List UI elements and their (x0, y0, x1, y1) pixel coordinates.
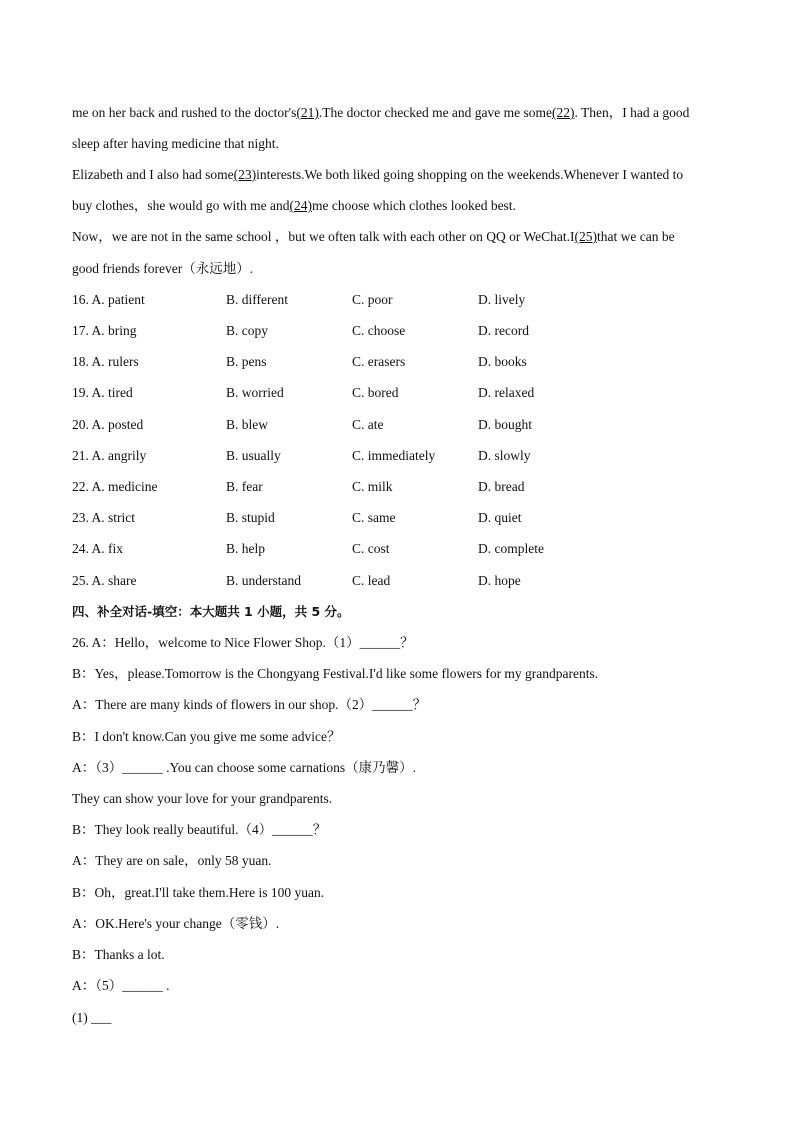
dialogue-line: A：OK.Here's your change（零钱）. (72, 916, 280, 931)
blank-21: (21) (296, 105, 319, 120)
passage-text: me choose which clothes looked best. (311, 198, 516, 213)
blank-22: (22) (552, 105, 575, 120)
dialogue-line: A：They are on sale，only 58 yuan. (72, 853, 272, 868)
dialogue-line: A：（5）______ . (72, 978, 170, 993)
passage-line-5 (72, 228, 675, 246)
option-b: B. different (226, 292, 288, 307)
dialogue-line: B：I don't know.Can you give me some advice？ (72, 729, 341, 744)
dialogue-line: B：Thanks a lot. (72, 947, 165, 962)
option-b: B. understand (226, 573, 301, 588)
option-a: 22. A. medicine (72, 479, 158, 494)
option-b: B. copy (226, 323, 268, 338)
option-d: D. record (478, 323, 529, 338)
option-c: C. erasers (352, 354, 406, 369)
option-a: 21. A. angrily (72, 448, 147, 463)
option-d: D. slowly (478, 448, 531, 463)
dialogue-line: A：There are many kinds of flowers in our shop.（2）______？ (72, 697, 427, 712)
option-b: B. stupid (226, 510, 275, 525)
option-b: B. worried (226, 385, 284, 400)
passage-line-2: sleep after having medicine that night. (72, 136, 279, 151)
dialogue-line: B：Oh，great.I'll take them.Here is 100 yuan. (72, 885, 325, 900)
dialogue-line: B：They look really beautiful.（4）______？ (72, 822, 327, 837)
option-a: 16. A. patient (72, 292, 145, 307)
option-b: B. blew (226, 417, 268, 432)
blank-24: (24) (289, 198, 312, 213)
passage-text: Elizabeth and I also had some (72, 167, 234, 182)
option-c: C. lead (352, 573, 391, 588)
option-b: B. fear (226, 479, 263, 494)
dialogue-line: They can show your love for your grandparents. (72, 791, 333, 806)
section-heading: 四、补全对话-填空：本大题共 1 小题，共 5 分。 (72, 604, 350, 619)
option-c: C. poor (352, 292, 393, 307)
option-c: C. choose (352, 323, 406, 338)
passage-text: .The doctor checked me and gave me some (318, 105, 553, 120)
option-c: C. ate (352, 417, 384, 432)
option-c: C. same (352, 510, 396, 525)
option-c: C. milk (352, 479, 393, 494)
blank-25: (25) (574, 229, 598, 244)
option-d: D. bread (478, 479, 525, 494)
option-a: 20. A. posted (72, 417, 144, 432)
option-c: C. cost (352, 541, 390, 556)
dialogue-line: B：Yes，please.Tomorrow is the Chongyang Festival.I'd like some flowers for my grandparents. (72, 666, 599, 681)
passage-line-6: good friends forever（永远地）. (72, 261, 254, 276)
option-d: D. lively (478, 292, 526, 307)
passage-text: interests.We both liked going shopping on the weekends.Whenever I wanted to (256, 167, 684, 182)
option-b: B. pens (226, 354, 267, 369)
passage-text: Now，we are not in the same school ，but we often talk with each other on QQ or WeChat.I (72, 229, 575, 244)
option-d: D. bought (478, 417, 532, 432)
dialogue-line: 26. A：Hello，welcome to Nice Flower Shop.（1）______？ (72, 635, 414, 650)
option-d: D. books (478, 354, 527, 369)
dialogue-line: A：（3）______ .You can choose some carnations（康乃馨）. (72, 760, 416, 775)
option-c: C. immediately (352, 448, 436, 463)
passage-text: me on her back and rushed to the doctor's (72, 105, 297, 120)
passage-line-4 (72, 197, 516, 215)
option-b: B. usually (226, 448, 281, 463)
option-b: B. help (226, 541, 265, 556)
answer-line: (1) ___ (72, 1010, 112, 1025)
option-a: 23. A. strict (72, 510, 135, 525)
passage-text: . Then，I had a good (574, 105, 690, 120)
option-a: 19. A. tired (72, 385, 133, 400)
option-a: 18. A. rulers (72, 354, 139, 369)
option-a: 24. A. fix (72, 541, 124, 556)
passage-text: buy clothes，she would go with me and (72, 198, 290, 213)
option-c: C. bored (352, 385, 399, 400)
passage-text: that we can be (597, 229, 675, 244)
option-d: D. relaxed (478, 385, 535, 400)
option-d: D. quiet (478, 510, 522, 525)
option-a: 25. A. share (72, 573, 137, 588)
option-a: 17. A. bring (72, 323, 137, 338)
passage-line-1 (72, 104, 689, 122)
passage-line-3 (72, 166, 683, 184)
blank-23: (23) (233, 167, 257, 182)
option-d: D. hope (478, 573, 521, 588)
option-d: D. complete (478, 541, 544, 556)
